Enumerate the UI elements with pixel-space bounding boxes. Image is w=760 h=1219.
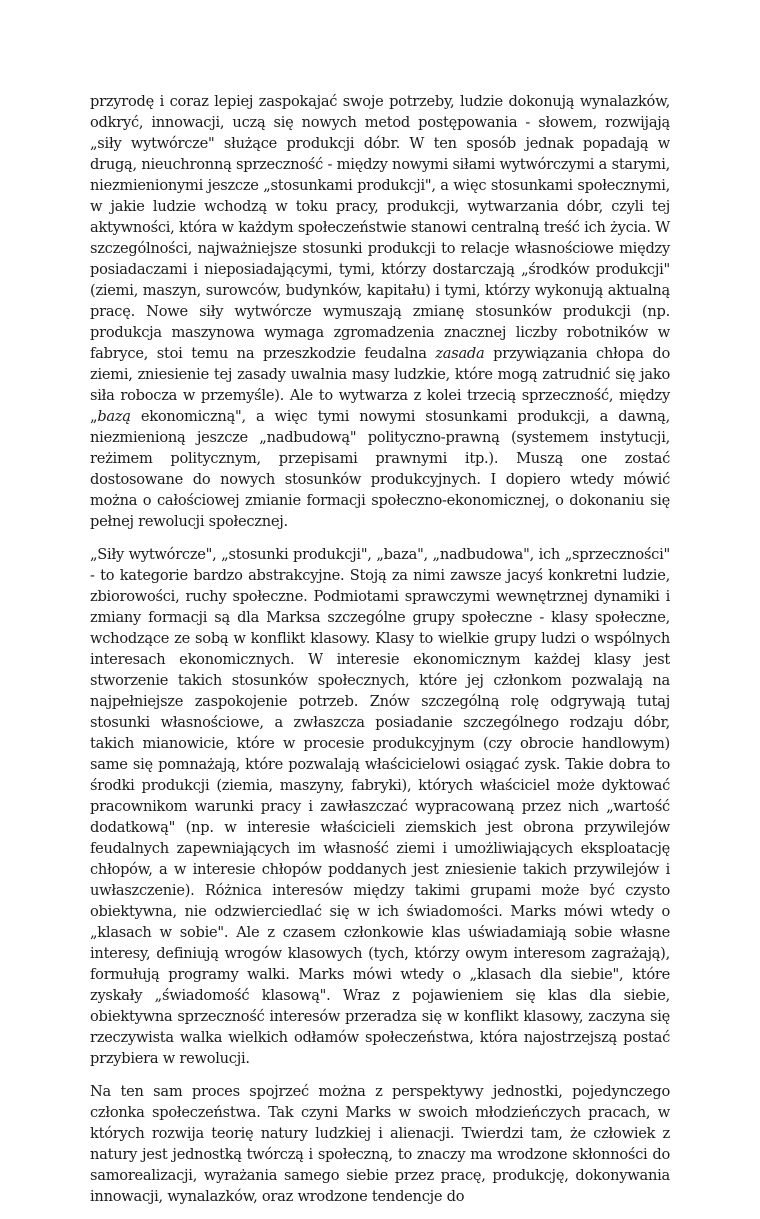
paragraph-1-run-4-italic: bazą [97, 408, 131, 425]
paragraph-3 [90, 1081, 670, 1207]
paragraph-1-run-2-italic: zasada [435, 345, 485, 362]
paragraph-2 [90, 544, 670, 1069]
paragraph-1 [90, 91, 670, 532]
paragraph-3-run-1: Na ten sam proces spojrzeć można z perspektywy jednostki, pojedynczego członka społeczeństwa. Tak czyni Marks w swoich młodzieńczych pracach, w których rozwija teorię natury ludzkiej i alienacji. Twierdzi tam, że człowiek z natury jest jednostką twórczą i społeczną, to znaczy ma wrodzone skłonności do samorealizacji, wyrażania samego siebie przez pracę, produkcję, dokonywania innowacji, wynalazków, oraz wrodzone tendencje do [90, 1083, 670, 1205]
document-body [90, 91, 670, 1219]
paragraph-1-run-3: przywiązania chłopa do ziemi, zniesienie tej zasady uwalnia masy ludzkie, które mogą zatrudnić się jako siła robocza w przemyśle). Ale to wytwarza z kolei trzecią sprzeczność, między „ [90, 345, 670, 425]
paragraph-1-run-1: przyrodę i coraz lepiej zaspokajać swoje potrzeby, ludzie dokonują wynalazków, odkryć, innowacji, uczą się nowych metod postępowania - słowem, rozwijają „siły wytwórcze" służące produkcji dóbr. W ten sposób jednak popadają w drugą, nieuchronną sprzeczność - między nowymi siłami wytwórczymi a starymi, niezmienionymi jeszcze „stosunkami produkcji", a więc stosunkami społecznymi, w jakie ludzie wchodzą w toku pracy, produkcji, wytwarzania dóbr, czyli tej aktywności, która w każdym społeczeństwie stanowi centralną treść ich życia. W szczególności, najważniejsze stosunki produkcji to relacje własnościowe między posiadaczami i nieposiadającymi, tymi, którzy dostarczają „środków produkcji" (ziemi, maszyn, surowców, budynków, kapitału) i tymi, którzy wykonują aktualną pracę. Nowe siły wytwórcze wymuszają zmianę stosunków produkcji (np. produkcja maszynowa wymaga zgromadzenia znacznej liczby robotników w fabryce, stoi temu na przeszkodzie feudalna [90, 93, 670, 362]
paragraph-1-run-5: ekonomiczną", a więc tymi nowymi stosunkami produkcji, a dawną, niezmienioną jeszcze „nadbudową" polityczno-prawną (systemem instytucji, reżimem politycznym, przepisami prawnymi itp.). Muszą one zostać dostosowane do nowych stosunków produkcyjnych. I dopiero wtedy mówić można o całościowej zmianie formacji społeczno-ekonomicznej, o dokonaniu się pełnej rewolucji społecznej. [90, 408, 670, 530]
paragraph-2-run-1: „Siły wytwórcze", „stosunki produkcji", „baza", „nadbudowa", ich „sprzeczności" - to kategorie bardzo abstrakcyjne. Stoją za nimi zawsze jacyś konkretni ludzie, zbiorowości, ruchy społeczne. Podmiotami sprawczymi wewnętrznej dynamiki i zmiany formacji są dla Marksa szczególne grupy społeczne - klasy społeczne, wchodzące ze sobą w konflikt klasowy. Klasy to wielkie grupy ludzi o wspólnych interesach ekonomicznych. W interesie ekonomicznym każdej klasy jest stworzenie takich stosunków społecznych, które jej członkom pozwalają na najpełniejsze zaspokojenie potrzeb. Znów szczególną rolę odgrywają tutaj stosunki własnościowe, a zwłaszcza posiadanie szczególnego rodzaju dóbr, takich mianowicie, które w procesie produkcyjnym (czy obrocie handlowym) same się pomnażają, które pozwalają właścicielowi osiągać zysk. Takie dobra to środki produkcji (ziemia, maszyny, fabryki), których właściciel może dyktować pracownikom warunki pracy i zawłaszczać wypracowaną przez nich „wartość dodatkową" (np. w interesie właścicieli ziemskich jest obrona przywilejów feudalnych zapewniających im własność ziemi i umożliwiających eksploatację chłopów, a w interesie chłopów poddanych jest zniesienie takich przywilejów i uwłaszczenie). Różnica interesów między takimi grupami może być czysto obiektywna, nie odzwierciedlać się w ich świadomości. Marks mówi wtedy o „klasach w sobie". Ale z czasem członkowie klas uświadamiają sobie własne interesy, definiują wrogów klasowych (tych, którzy owym interesom zagrażają), formułują programy walki. Marks mówi wtedy o „klasach dla siebie", które zyskały „świadomość klasową". Wraz z pojawieniem się klas dla siebie, obiektywna sprzeczność interesów przeradza się w konflikt klasowy, zaczyna się rzeczywista walka wielkich odłamów społeczeństwa, która najostrzejszą postać przybiera w rewolucji. [90, 546, 670, 1067]
